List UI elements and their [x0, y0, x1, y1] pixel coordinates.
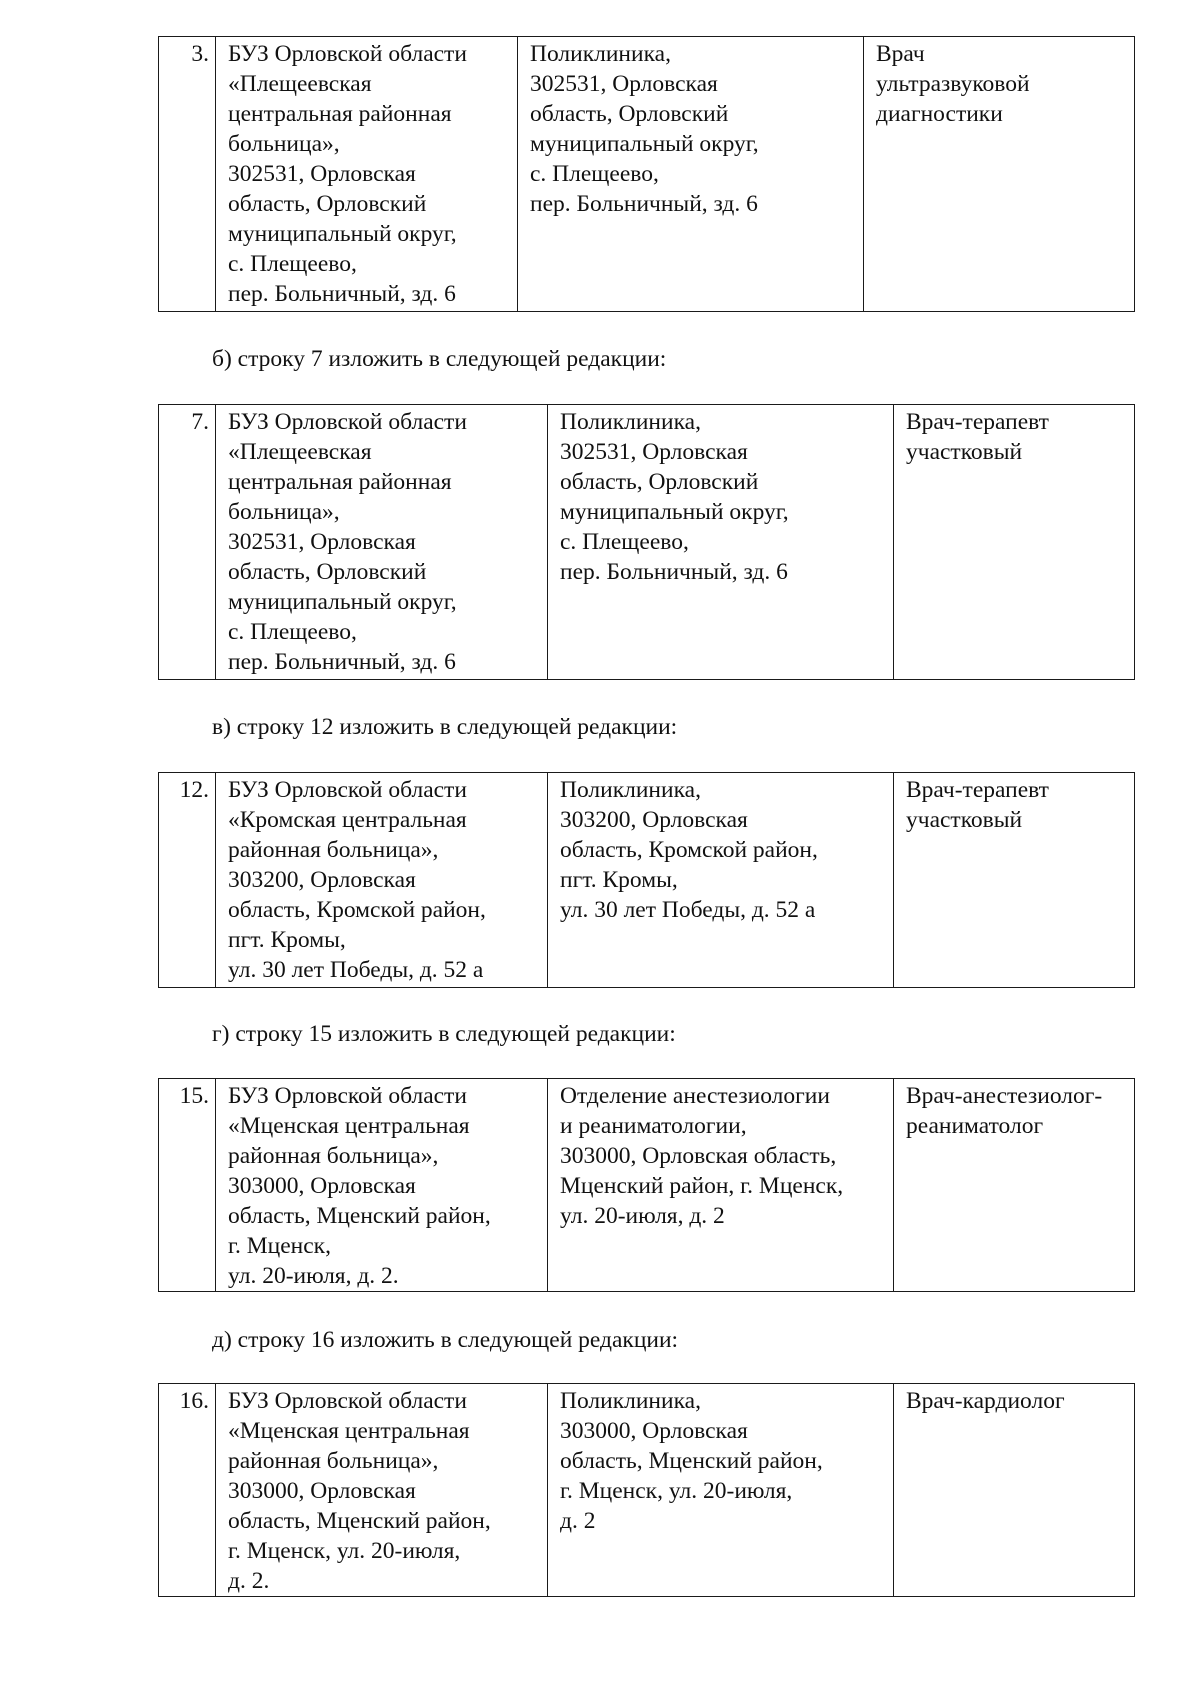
instruction-line: г) строку 15 изложить в следующей редакции:	[212, 1021, 676, 1047]
unit-address-cell: Поликлиника, 302531, Орловская область, Орловский муниципальный округ, с. Плещеево, пер. Больничный, зд. 6	[548, 405, 894, 680]
row-number-cell: 3.	[159, 37, 216, 312]
table-row	[159, 1079, 1135, 1292]
unit-address-cell: Поликлиника, 303200, Орловская область, Кромской район, пгт. Кромы, ул. 30 лет Победы, д. 52 а	[548, 773, 894, 988]
instruction-line: б) строку 7 изложить в следующей редакции:	[212, 346, 667, 372]
unit-address-cell: Отделение анестезиологии и реаниматологии, 303000, Орловская область, Мценский район, г. Мценск, ул. 20-июля, д. 2	[548, 1079, 894, 1292]
position-cell: Врач-кардиолог	[894, 1384, 1135, 1597]
institution-cell: БУЗ Орловской области «Кромская центральная районная больница», 303200, Орловская область, Кромской район, пгт. Кромы, ул. 30 лет Победы, д. 52 а	[216, 773, 548, 988]
institution-cell: БУЗ Орловской области «Мценская центральная районная больница», 303000, Орловская область, Мценский район, г. Мценск, ул. 20-июля, д. 2.	[216, 1384, 548, 1597]
table-row	[159, 405, 1135, 680]
row-number-cell: 7.	[159, 405, 216, 680]
row-number-cell: 12.	[159, 773, 216, 988]
unit-address-cell: Поликлиника, 303000, Орловская область, Мценский район, г. Мценск, ул. 20-июля, д. 2	[548, 1384, 894, 1597]
position-cell: Врач-терапевт участковый	[894, 773, 1135, 988]
amendment-table-row-7	[158, 404, 1135, 680]
position-cell: Врач-терапевт участковый	[894, 405, 1135, 680]
row-number-cell: 15.	[159, 1079, 216, 1292]
instruction-line: д) строку 16 изложить в следующей редакции:	[212, 1327, 679, 1353]
institution-cell: БУЗ Орловской области «Плещеевская центральная районная больница», 302531, Орловская область, Орловский муниципальный округ, с. Плещеево, пер. Больничный, зд. 6	[216, 37, 518, 312]
amendment-table-row-16	[158, 1383, 1135, 1597]
institution-cell: БУЗ Орловской области «Плещеевская центральная районная больница», 302531, Орловская область, Орловский муниципальный округ, с. Плещеево, пер. Больничный, зд. 6	[216, 405, 548, 680]
institution-cell: БУЗ Орловской области «Мценская центральная районная больница», 303000, Орловская область, Мценский район, г. Мценск, ул. 20-июля, д. 2.	[216, 1079, 548, 1292]
position-cell: Врач-анестезиолог- реаниматолог	[894, 1079, 1135, 1292]
amendment-table-row-15	[158, 1078, 1135, 1292]
amendment-table-row-12	[158, 772, 1135, 988]
unit-address-cell: Поликлиника, 302531, Орловская область, Орловский муниципальный округ, с. Плещеево, пер. Больничный, зд. 6	[518, 37, 864, 312]
position-cell: Врач ультразвуковой диагностики	[864, 37, 1135, 312]
table-row	[159, 1384, 1135, 1597]
instruction-line: в) строку 12 изложить в следующей редакции:	[212, 714, 678, 740]
row-number-cell: 16.	[159, 1384, 216, 1597]
amendment-table-row-3	[158, 36, 1135, 312]
table-row	[159, 37, 1135, 312]
table-row	[159, 773, 1135, 988]
